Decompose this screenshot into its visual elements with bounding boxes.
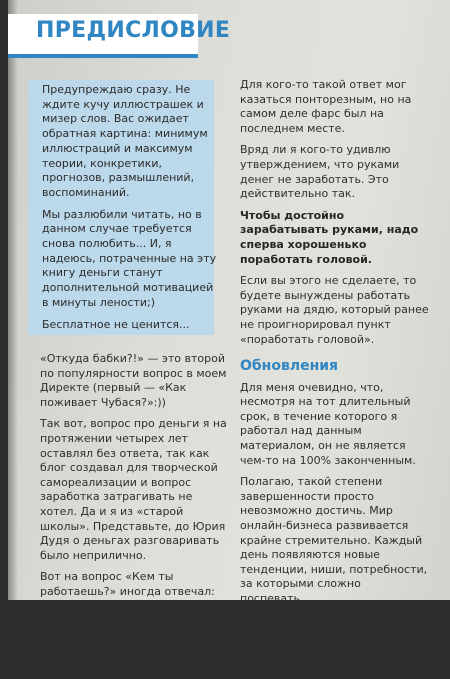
emphasis-paragraph: Чтобы достойно зарабатывать руками, надо сперва хорошенько поработать головой. bbox=[240, 208, 419, 266]
page-title: ПРЕДИСЛОВИЕ bbox=[36, 18, 231, 43]
callout-paragraph: Бесплатное не ценится... bbox=[42, 317, 190, 331]
left-column bbox=[40, 352, 228, 621]
callout-paragraph: Мы разлюбили читать, но в данном случае требуется снова полюбить... И, я надеюсь, потраченные на эту книгу деньги станут дополнительной мотивацией в минуты лености;) bbox=[42, 207, 217, 309]
body-paragraph: И я делаю все, чтобы вы имели возможность оставаться на гребне информационного хайпа. Поэтому bbox=[240, 613, 423, 671]
callout-paragraph: Предупреждаю сразу. Не ждите кучу иллюстрашек и мизер слов. Вас ожидает обратная картина: минимум иллюстраций и максимум теории, конкретики, прогнозов, размышлений, воспоминаний. bbox=[42, 83, 208, 199]
right-column bbox=[240, 78, 430, 679]
body-paragraph: Если вы этого не сделаете, то будете вынуждены работать руками на дядю, который ранее не проигнорировал пункт «поработать головой». bbox=[240, 274, 429, 346]
book-page bbox=[8, 0, 450, 671]
body-paragraph: Вряд ли я кого-то удивлю утверждением, что руками денег не заработать. Это действительно так. bbox=[240, 143, 400, 201]
body-paragraph: Полагаю, такой степени завершенности просто невозможно достичь. Мир онлайн-бизнеса развивается крайне стремительно. Каждый день появляются новые тенденции, ниши, потребности, за которыми сложно поспевать.... bbox=[240, 475, 428, 605]
section-subheading: Обновления bbox=[240, 358, 339, 375]
body-paragraph: Для меня очевидно, что, несмотря на тот длительный срок, в течение которого я работал над данным материалом, он не является чем-то на 100% законченным. bbox=[240, 380, 416, 467]
body-paragraph: Так вот, вопрос про деньги я на протяжении четырех лет оставлял без ответа, так как блог создавал для творческой самореализации и вопрос заработка затрагивать не хотел. Да и я из «старой школы». Представьте, до Юрия Дудя о деньгах разговаривать было неприлично. bbox=[40, 417, 227, 562]
body-paragraph: Вот на вопрос «Кем ты работаешь?» иногда отвечал: «Головой работаю». bbox=[40, 570, 215, 613]
callout-text bbox=[42, 83, 218, 339]
body-paragraph: «Откуда бабки?!» — это второй по популярности вопрос в моем Директе (первый — «Как поживает Чубася?»:)) bbox=[40, 352, 227, 409]
body-paragraph: Для кого-то такой ответ мог казаться понторезным, но на самом деле фарс был на последнем месте. bbox=[240, 78, 412, 135]
spine-shadow bbox=[8, 0, 18, 600]
